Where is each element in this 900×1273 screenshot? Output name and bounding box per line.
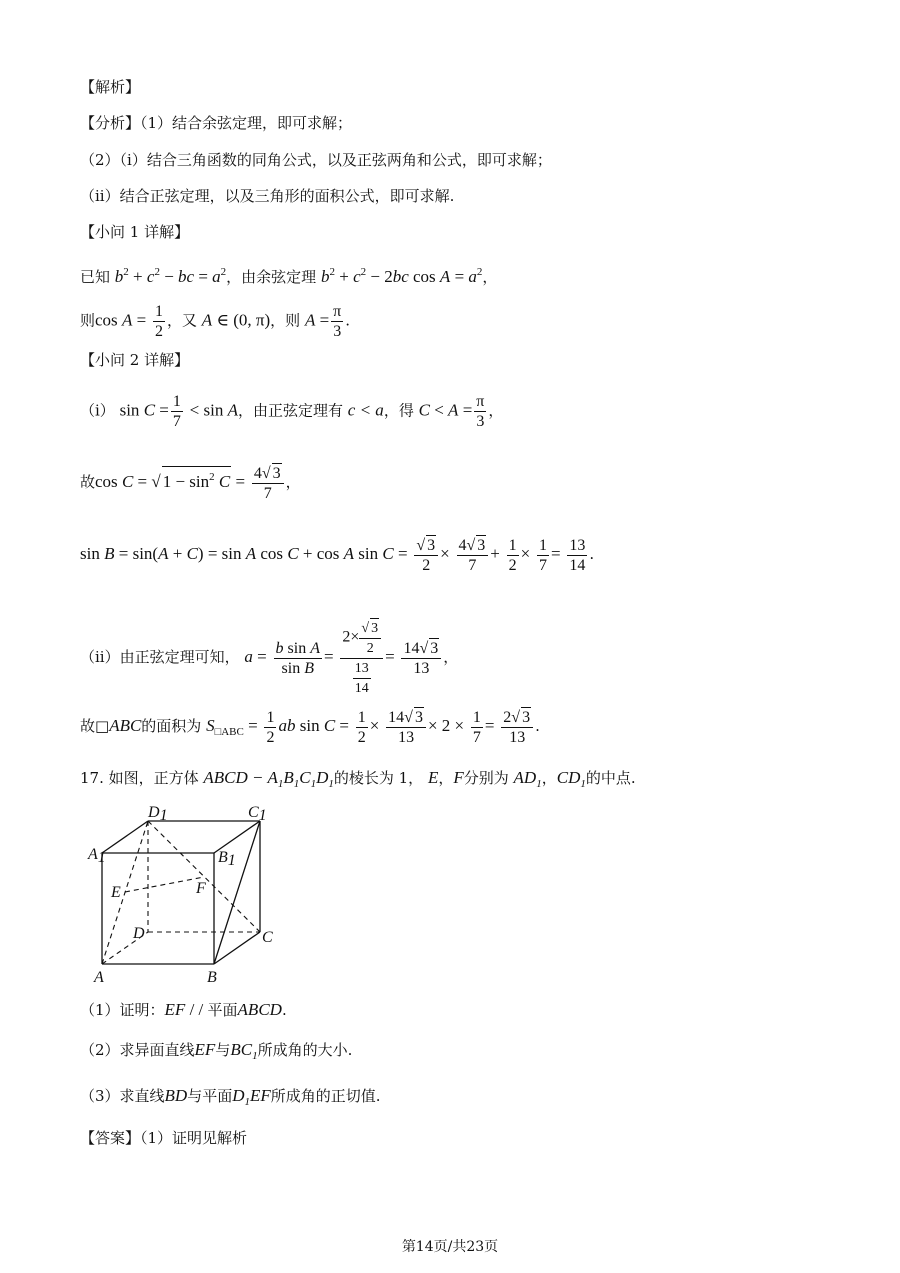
label-f: F [196,880,206,897]
answer-line: 【答案】（1）证明见解析 [80,1129,248,1147]
segment-d1c [148,821,260,932]
q17-part2: （2）求异面直线EF与$BC_1$所成角的大小. [80,1040,353,1062]
q2-header: 【小问 2 详解】 [80,351,190,369]
q1-line1: 已知 $b^2 + c^2$ − bc = $a^2$，由余弦定理 $b^2 + c^2 - 2bc$ $\cos A = a^2$， [80,266,498,286]
q17-part3: （3）求直线BD与平面$D_1EF$所成角的正切值. [80,1086,381,1108]
q2i-line2: 故cos C = √ $1 - \sin^2 C$ = $\frac{4√ 3}{7}$ ， [80,465,301,502]
analysis-part1: 【分析】（1）结合余弦定理，即可求解； [80,114,353,132]
label-d1: D1 [148,804,168,824]
segment-ad1 [102,821,148,964]
page-footer: 第14页/共23页 [401,1239,499,1255]
q17-part1: （1）证明：EF / / 平面ABCD. [80,1000,287,1019]
label-a: A [94,969,104,986]
label-a1: A1 [88,846,106,866]
edge-bc [214,932,260,964]
label-d: D [133,925,145,942]
q2ii-line1: （ii）由正弦定理可知， a = $\frac{\text{b sin A}}{\text{sin B}}$ = 2× $\frac{√ 3}{2}$ $\frac{13}{14}$ = $\frac{14√ 3}{13}$ ， [80,618,458,698]
label-e: E [111,884,121,901]
edge-a1d1 [102,821,148,853]
q2ii-line2: 故□ABC的面积为 $S_{□ABC}$ = $\frac{1}{2}$ ab sin C = $\frac{1}{2}$ × $\frac{14√ 3}{13}$ × 2 × $\frac{1}{7}$ = $\frac{2√ 3}{13}$ . [80,708,540,746]
analysis-part2ii: （ii）结合正弦定理，以及三角形的面积公式，即可求解. [80,187,455,205]
q1-header: 【小问 1 详解】 [80,223,190,241]
analysis-part2i: （2）（i）结合三角函数的同角公式，以及正弦两角和公式，即可求解； [80,151,552,169]
segment-ef [125,877,204,892]
label-c1: C1 [248,804,267,824]
label-b1: B1 [218,849,236,869]
analysis-header: 【解析】 [80,78,141,96]
q2i-line3: sin B = sin(A + C) = sin A cos C + cos A sin C = $\frac{√ 3}{2}$ × $\frac{4√ 3}{7}$ + $\frac{1}{2}$ × $\frac{1}{7}$ = $\frac{13}{14}$ . [80,536,595,574]
label-b: B [207,969,217,986]
q1-line2: 则cos A = $\frac{1}{2}$ ，又 A ∈ (0, π)，则 A = $\frac{\pi}{3}$ . [80,303,351,340]
cube-figure [80,800,290,992]
q2i-line1: （i） sin C = $\frac{1}{7}$ < sin A，由正弦定理有 c < a，得 C < A = $\frac{\pi}{3}$ ， [80,393,504,430]
q17-statement: 17. 如图，正方体 ABCD − $A_1B_1C_1D_1$的棱长为 1， E，F分别为 $AD_1$，$CD_1$的中点. [80,768,636,790]
label-c: C [262,929,273,946]
